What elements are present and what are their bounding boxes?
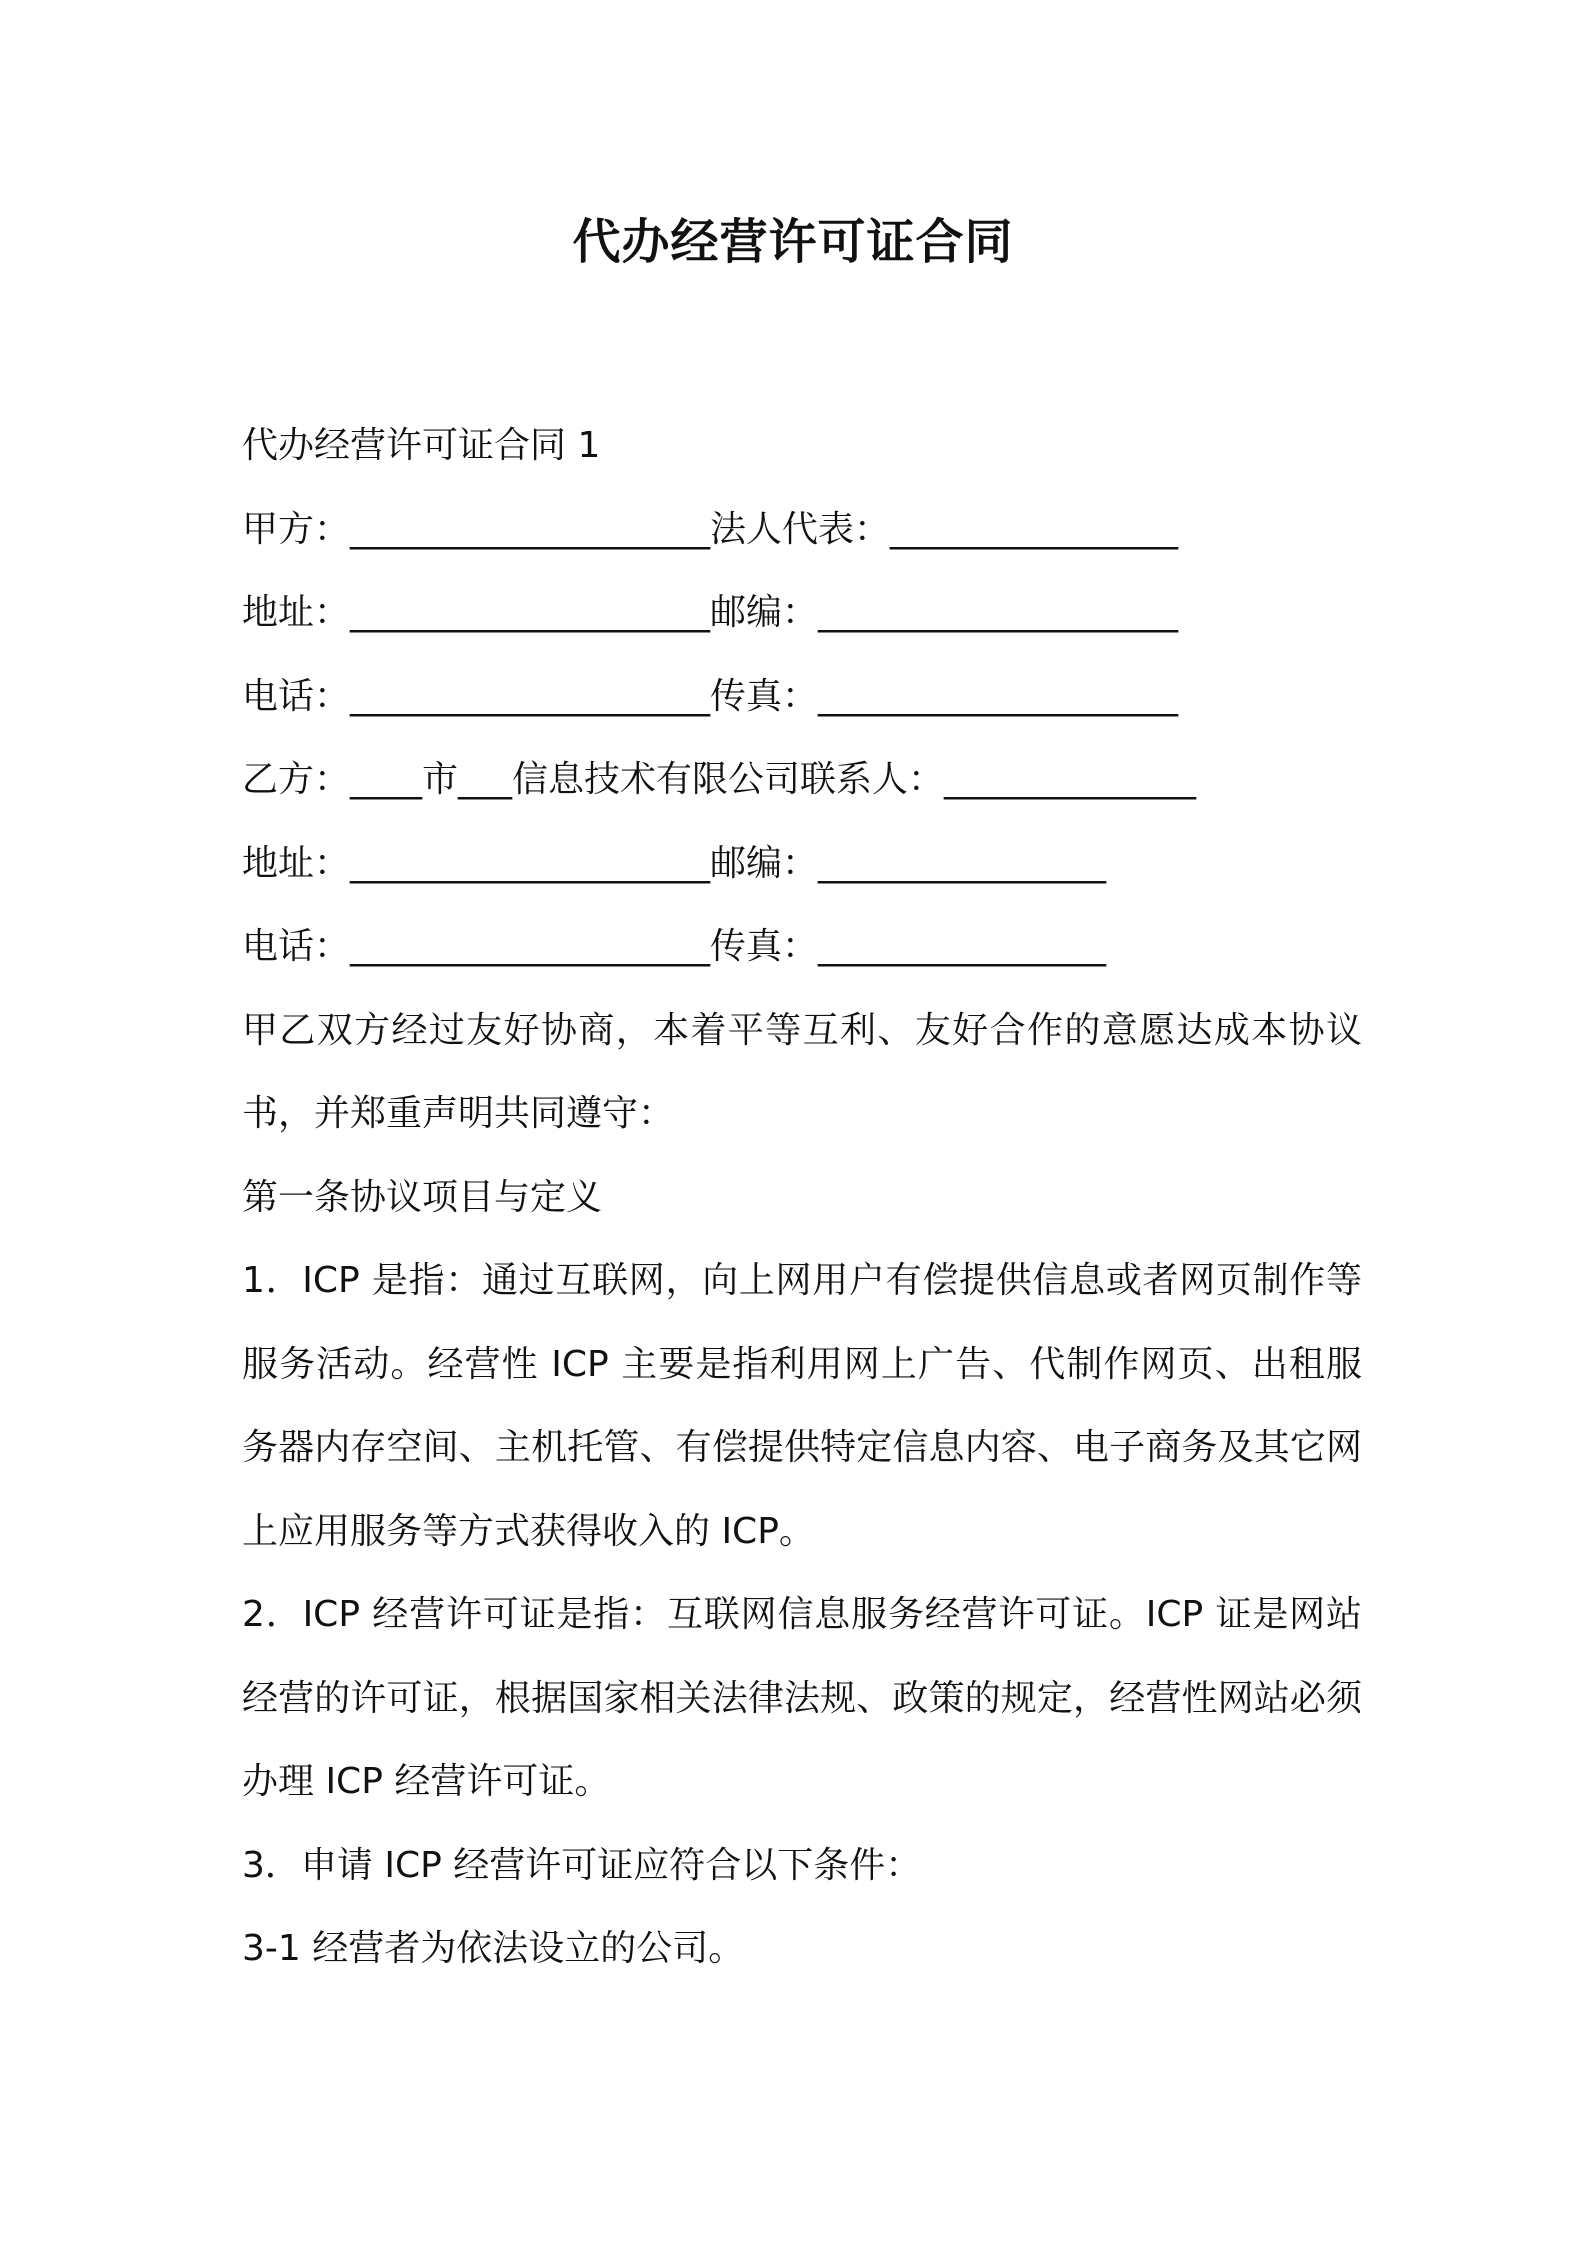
party-b-line-phone — [242, 905, 1362, 989]
document-body — [242, 404, 1362, 1991]
clause-2-paragraph: 2．ICP 经营许可证是指：互联网信息服务经营许可证。ICP 证是网站经营的许可证，根据国家相关法律法规、政策的规定，经营性网站必须办理 ICP 经营许可证。 — [242, 1594, 1362, 1802]
party-b-phone-blank: ____________________ — [350, 926, 711, 967]
party-a-name-blank: ____________________ — [350, 508, 711, 550]
party-a-line-phone — [242, 655, 1362, 739]
party-a-label: 甲方： — [242, 508, 351, 550]
legal-rep-blank: ________________ — [890, 508, 1179, 550]
party-a-line-address — [242, 571, 1362, 655]
clause-1-paragraph: 1．ICP 是指：通过互联网，向上网用户有偿提供信息或者网页制作等服务活动。经营性 ICP 主要是指利用网上广告、代制作网页、出租服务器内存空间、主机托管、有偿提供特定信息内容、电子商务及其它网上应用服务等方式获得收入的 ICP。 — [242, 1260, 1362, 1552]
party-a-fax-blank: ____________________ — [818, 675, 1179, 717]
party-b-postcode-blank: ________________ — [818, 842, 1107, 884]
party-b-fax-blank: ________________ — [818, 926, 1107, 967]
party-a-phone-label: 电话： — [242, 675, 351, 717]
preamble-paragraph: 甲乙双方经过友好协商，本着平等互利、友好合作的意愿达成本协议书，并郑重声明共同遵守： — [242, 1009, 1362, 1134]
party-b-postcode-label: 邮编： — [710, 842, 819, 884]
clause-3-1-paragraph: 3-1 经营者为依法设立的公司。 — [242, 1928, 745, 1969]
party-a-address-label: 地址： — [242, 592, 351, 633]
party-b-phone-label: 电话： — [242, 926, 351, 967]
legal-rep-label: 法人代表： — [710, 508, 891, 550]
clause-3-paragraph: 3．申请 ICP 经营许可证应符合以下条件： — [242, 1844, 922, 1886]
party-a-postcode-label: 邮编： — [710, 592, 819, 633]
party-b-address-blank: ____________________ — [350, 842, 711, 884]
party-a-fax-label: 传真： — [710, 675, 819, 717]
party-b-line-address — [242, 822, 1362, 906]
article-1-heading: 第一条协议项目与定义 — [242, 1176, 603, 1218]
party-b-address-label: 地址： — [242, 842, 351, 884]
party-b-fax-label: 传真： — [710, 926, 819, 967]
document-subtitle: 代办经营许可证合同 1 — [242, 425, 601, 466]
party-a-address-blank: ____________________ — [350, 592, 711, 633]
document-title: 代办经营许可证合同 — [572, 214, 1014, 270]
party-a-postcode-blank: ____________________ — [818, 592, 1179, 633]
party-a-line-name — [242, 488, 1362, 572]
party-b-line-name: 乙方：____市___信息技术有限公司联系人：______________ — [242, 759, 1197, 800]
party-a-phone-blank: ____________________ — [350, 675, 711, 717]
